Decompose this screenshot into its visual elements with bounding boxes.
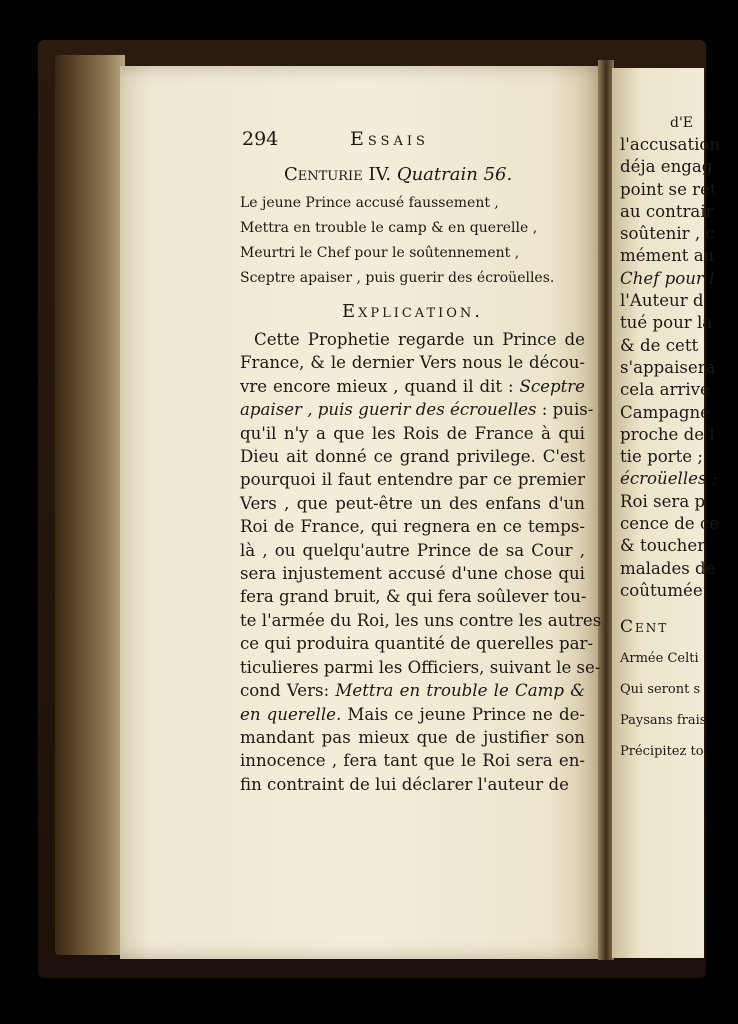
page-number: 294 — [242, 128, 279, 150]
right-prose-line — [620, 379, 710, 401]
right-verse-line: Qui seront s — [620, 681, 701, 697]
text-run: innocence , fera tant que le Roi sera en- — [240, 751, 585, 771]
text-run: Vers , que peut-être un des enfans d'un — [240, 493, 585, 513]
text-run: Dieu ait donné ce grand privilege. C'est — [240, 447, 585, 467]
prose-line — [240, 562, 585, 585]
prose-line — [240, 492, 585, 515]
right-prose-line — [620, 468, 718, 490]
right-running-head: d'E — [670, 115, 694, 131]
prose-line — [240, 679, 585, 702]
text-run: malades de — [620, 558, 716, 578]
section-heading: Explication. — [341, 301, 484, 322]
text-run: pourquoi il faut entendre par ce premier — [240, 470, 585, 490]
right-verse-line: Armée Celti — [620, 650, 699, 666]
text-run: Campagne — [620, 402, 710, 422]
text-run: Cette Prophetie regarde un Prince de — [254, 330, 585, 349]
running-title: Essais — [350, 128, 429, 150]
prose-line — [240, 398, 594, 421]
prose-line — [240, 749, 585, 772]
prose-line — [240, 445, 585, 468]
text-run: : puis- — [536, 400, 594, 420]
right-prose-line — [620, 201, 714, 223]
text-run: l'Auteur d — [620, 291, 704, 311]
text-run: proche de l — [620, 424, 715, 444]
text-run: te l'armée du Roi, les uns contre les autres — [240, 610, 602, 630]
quatrain-verses — [240, 191, 585, 291]
text-run: point se ret — [620, 179, 717, 199]
running-head — [240, 128, 585, 152]
prose-line — [240, 468, 585, 491]
verse-line: Meurtri le Chef pour le soûtennement , — [240, 245, 520, 261]
text-run: France, & le dernier Vers nous le décou- — [240, 353, 585, 373]
right-verse-line: Paysans frais — [620, 712, 707, 728]
explication-text — [240, 328, 602, 796]
prose-line — [240, 375, 585, 398]
right-prose-line — [620, 558, 716, 580]
prose-line — [240, 632, 594, 655]
text-run: ce qui produira quantité de querelles par- — [240, 634, 594, 654]
right-verse-line: Précipitez to — [620, 743, 704, 759]
text-run: fera grand bruit, & qui fera soûlever tou- — [240, 587, 587, 607]
italic-text: Chef pour l — [620, 268, 715, 288]
text-run: Roi de France, qui regnera en ce temps- — [240, 517, 585, 537]
text-run: ticulieres parmi les Officiers, suivant le se- — [240, 657, 601, 677]
text-run: vre encore mieux , quand il dit : — [240, 376, 520, 396]
prose-line — [240, 422, 585, 445]
right-prose-line — [620, 580, 710, 602]
text-run: cence de ce — [620, 514, 720, 534]
italic-text: écroüelles ; — [620, 469, 718, 489]
text-run: fin contraint de lui déclarer l'auteur de — [240, 774, 569, 794]
right-prose-line — [620, 335, 710, 357]
text-run: mandant pas mieux que de justifier son — [240, 727, 585, 747]
right-page-lines — [620, 134, 721, 602]
right-prose-line — [620, 223, 715, 245]
text-run: là , ou quelqu'autre Prince de sa Cour , — [240, 540, 585, 560]
right-prose-line — [620, 513, 720, 535]
right-prose-line — [620, 245, 715, 267]
italic-text: Sceptre — [519, 376, 585, 396]
centurie-label: Centurie IV. — [284, 164, 392, 185]
prose-line — [240, 351, 585, 374]
verse-line: Sceptre apaiser , puis guerir des écroüelles. — [240, 270, 555, 286]
text-run: au contrair — [620, 201, 714, 221]
prose-line — [240, 773, 585, 796]
right-prose-line — [620, 290, 710, 312]
right-prose-line — [620, 134, 721, 156]
prose-line — [240, 585, 585, 608]
right-prose-line — [620, 179, 717, 201]
text-run: & toucher — [620, 536, 706, 556]
right-prose-line — [620, 357, 716, 379]
right-centurie-heading: Cent — [620, 617, 669, 638]
right-verses — [620, 643, 710, 767]
page-edges — [55, 55, 125, 955]
text-run: cond Vers: — [240, 681, 336, 701]
text-run: l'accusation — [620, 135, 721, 154]
text-run: déja engag — [620, 157, 713, 177]
verse-line: Le jeune Prince accusé faussement , — [240, 195, 499, 211]
text-run: soûtenir , c — [620, 224, 715, 244]
italic-text: Mettra en trouble le Camp & — [335, 681, 585, 701]
prose-line — [240, 539, 585, 562]
text-run: coûtumée. — [620, 580, 708, 600]
prose-line — [240, 726, 585, 749]
right-page-text — [620, 112, 721, 767]
text-run: cela arrive — [620, 380, 710, 400]
text-run: sera injustement accusé d'une chose qui — [240, 564, 585, 584]
quatrain-label: Quatrain — [396, 164, 478, 185]
text-run: mément au — [620, 246, 715, 266]
italic-text: apaiser , puis guerir des écrouelles — [240, 400, 537, 420]
text-run: s'appaisera — [620, 357, 716, 377]
right-prose-line — [620, 446, 710, 468]
prose-line — [240, 656, 601, 679]
text-run: Roi sera p — [620, 491, 706, 511]
quatrain-number: 56. — [483, 164, 513, 185]
text-run: Mais ce jeune Prince ne de- — [341, 704, 585, 724]
right-prose-line — [620, 535, 710, 557]
right-prose-line — [620, 312, 713, 334]
left-page-text — [240, 128, 602, 796]
prose-line — [240, 328, 585, 351]
quatrain-heading — [240, 164, 585, 185]
text-run: & de cett — [620, 335, 699, 355]
verse-line: Mettra en trouble le camp & en querelle , — [240, 220, 538, 236]
prose-line — [240, 609, 602, 632]
right-prose-line — [620, 424, 715, 446]
prose-line — [240, 515, 585, 538]
text-run: tie porte ; — [620, 447, 703, 467]
right-prose-line — [620, 268, 715, 290]
italic-text: en querelle. — [240, 704, 342, 724]
text-run: tué pour la — [620, 313, 713, 333]
prose-line — [240, 703, 585, 726]
right-prose-line — [620, 491, 710, 513]
right-prose-line — [620, 156, 713, 178]
right-prose-line — [620, 402, 710, 424]
text-run: qu'il n'y a que les Rois de France à qui — [240, 423, 585, 443]
